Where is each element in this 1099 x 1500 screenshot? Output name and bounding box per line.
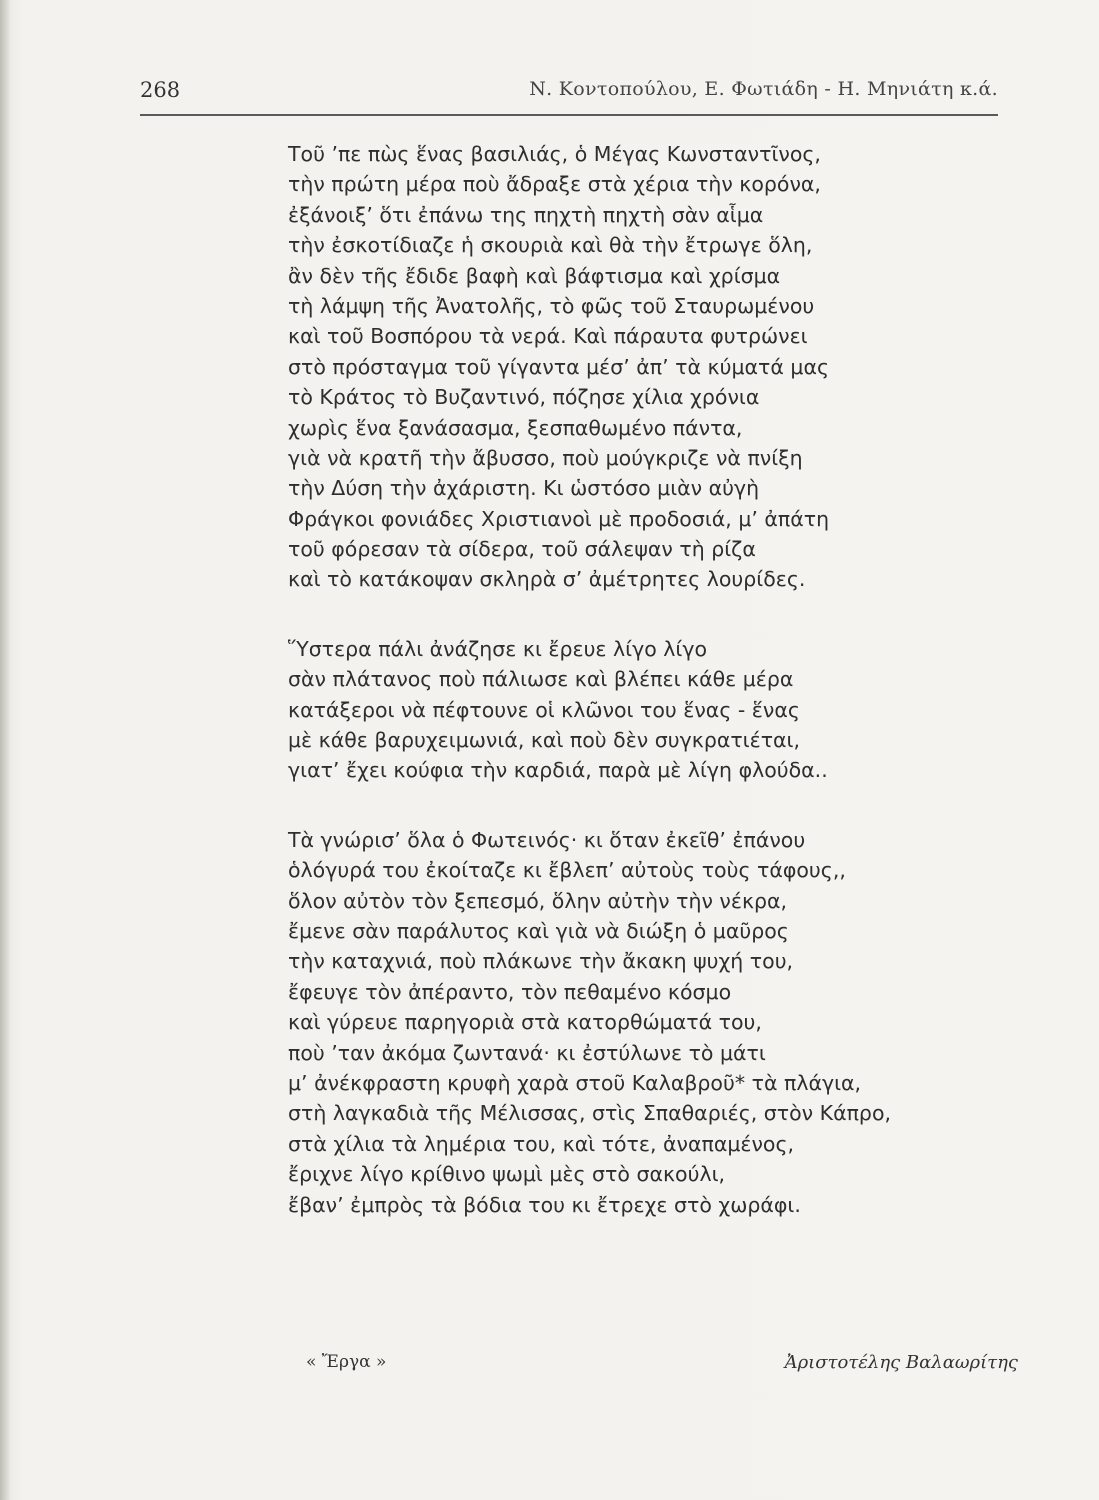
poem-line: γιὰ νὰ κρατῆ τὴν ἄβυσσο, ποὺ μούγκριζε νὰ πνίξη	[288, 445, 803, 470]
poem-line: καὶ τοῦ Βοσπόρου τὰ νερά. Καὶ πάραυτα φυτρώνει	[288, 324, 808, 349]
poem-line: Φράγκοι φονιάδες Χριστιανοὶ μὲ προδοσιά, μ’ ἀπάτη	[288, 506, 830, 531]
header-rule	[140, 114, 998, 116]
author-name: Ἀριστοτέλης Βαλαωρίτης	[784, 1352, 1018, 1373]
poem-line: χωρὶς ἕνα ξανάσασμα, ξεσπαθωμένο πάντα,	[288, 415, 743, 440]
stanza-2	[288, 634, 988, 786]
poem-line: τὴν ἐσκοτίδιαζε ἡ σκουριὰ καὶ θὰ τὴν ἔτρωγε ὅλη,	[288, 233, 813, 258]
poem-body	[288, 139, 988, 1259]
poem-line: ἐξάνοιξ’ ὅτι ἐπάνω της πηχτὴ πηχτὴ σὰν αἷμα	[288, 202, 764, 227]
poem-line: τὸ Κράτος τὸ Βυζαντινό, πόζησε χίλια χρόνια	[288, 385, 760, 410]
poem-line: Τὰ γνώρισ’ ὅλα ὁ Φωτεινός· κι ὅταν ἐκεῖθ’ ἐπάνου	[288, 827, 806, 852]
page-binding-shadow	[0, 0, 10, 1500]
source-title: « Ἔργα »	[306, 1352, 387, 1372]
poem-line: τὴν Δύση τὴν ἀχάριστη. Κι ὡστόσο μιὰν αὐγὴ	[288, 476, 760, 501]
poem-line: μὲ κάθε βαρυχειμωνιά, καὶ ποὺ δὲν συγκρατιέται,	[288, 728, 801, 753]
poem-line: ποὺ ’ταν ἀκόμα ζωντανά· κι ἐστύλωνε τὸ μάτι	[288, 1040, 766, 1065]
poem-line: καὶ γύρευε παρηγοριὰ στὰ κατορθώματά του,	[288, 1010, 762, 1035]
page-number: 268	[140, 78, 181, 102]
running-head: Ν. Κοντοπούλου, Ε. Φωτιάδη - Η. Μηνιάτη κ.ά.	[529, 78, 998, 100]
stanza-3	[288, 825, 988, 1220]
stanza-1	[288, 139, 988, 595]
poem-footer	[306, 1352, 1018, 1382]
poem-line: μ’ ἀνέκφραστη κρυφὴ χαρὰ στοῦ Καλαβροῦ* τὰ πλάγια,	[288, 1070, 862, 1095]
poem-line: στὸ πρόσταγμα τοῦ γίγαντα μέσ’ ἀπ’ τὰ κύματά μας	[288, 354, 830, 379]
poem-line: ἔφευγε τὸν ἀπέραντο, τὸν πεθαμένο κόσμο	[288, 979, 732, 1004]
poem-line: τὴν καταχνιά, ποὺ πλάκωνε τὴν ἄκακη ψυχή του,	[288, 949, 794, 974]
poem-line: ἔβαν’ ἐμπρὸς τὰ βόδια του κι ἔτρεχε στὸ χωράφι.	[288, 1192, 801, 1217]
poem-line: ὅλον αὐτὸν τὸν ξεπεσμό, ὅλην αὐτὴν τὴν νέκρα,	[288, 888, 788, 913]
poem-line: γιατ’ ἔχει κούφια τὴν καρδιά, παρὰ μὲ λίγη φλούδα..	[288, 758, 828, 783]
poem-line: σὰν πλάτανος ποὺ πάλιωσε καὶ βλέπει κάθε μέρα	[288, 667, 794, 692]
poem-line: ἔμενε σὰν παράλυτος καὶ γιὰ νὰ διώξη ὁ μαῦρος	[288, 918, 789, 943]
poem-line: ἔριχνε λίγο κρίθινο ψωμὶ μὲς στὸ σακούλι,	[288, 1162, 726, 1187]
page-header	[140, 78, 998, 110]
poem-line: τὴ λάμψη τῆς Ἀνατολῆς, τὸ φῶς τοῦ Σταυρωμένου	[288, 293, 815, 318]
poem-line: τοῦ φόρεσαν τὰ σίδερα, τοῦ σάλεψαν τὴ ρίζα	[288, 537, 756, 562]
poem-line: Ὕστερα πάλι ἀνάζησε κι ἔρευε λίγο λίγο	[288, 636, 708, 661]
poem-line: ἂν δὲν τῆς ἔδιδε βαφὴ καὶ βάφτισμα καὶ χρίσμα	[288, 263, 781, 288]
poem-line: στὰ χίλια τὰ λημέρια του, καὶ τότε, ἀναπαμένος,	[288, 1131, 795, 1156]
poem-line: ὁλόγυρά του ἐκοίταζε κι ἔβλεπ’ αὐτοὺς τοὺς τάφους,,	[288, 858, 846, 883]
poem-line: τὴν πρώτη μέρα ποὺ ἄδραξε στὰ χέρια τὴν κορόνα,	[288, 172, 821, 197]
poem-line: καὶ τὸ κατάκοψαν σκληρὰ σ’ ἀμέτρητες λουρίδες.	[288, 567, 806, 592]
poem-line: Τοῦ ’πε πὼς ἕνας βασιλιάς, ὁ Μέγας Κωνσταντῖνος,	[288, 142, 821, 166]
poem-line: στὴ λαγκαδιὰ τῆς Μέλισσας, στὶς Σπαθαριές, στὸν Κάπρο,	[288, 1101, 891, 1126]
poem-line: κατάξεροι νὰ πέφτουνε οἱ κλῶνοι του ἕνας - ἕνας	[288, 697, 800, 722]
